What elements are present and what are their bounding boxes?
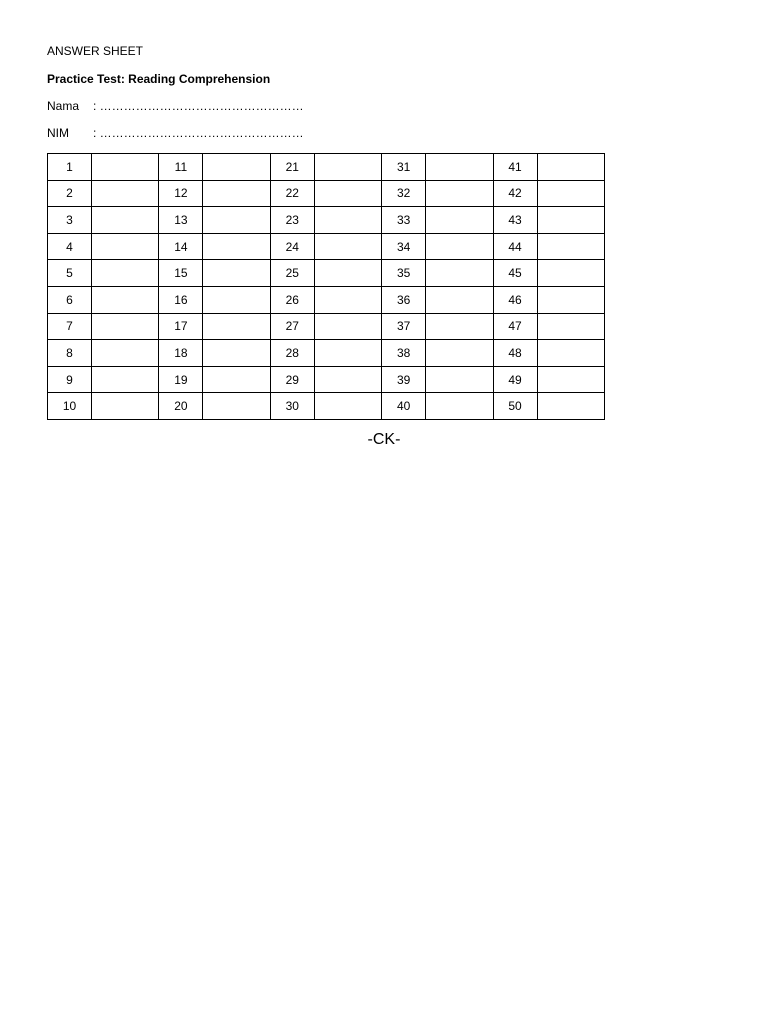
answer-cell[interactable] bbox=[92, 260, 159, 287]
question-number-cell: 35 bbox=[382, 260, 426, 287]
answer-cell[interactable] bbox=[314, 286, 381, 313]
nim-label: NIM bbox=[47, 126, 69, 140]
question-number-cell: 34 bbox=[382, 233, 426, 260]
question-number-cell: 21 bbox=[270, 154, 314, 181]
question-number-cell: 12 bbox=[159, 180, 203, 207]
answer-cell[interactable] bbox=[426, 154, 493, 181]
question-number-cell: 9 bbox=[48, 366, 92, 393]
question-number-cell: 8 bbox=[48, 340, 92, 367]
answer-cell[interactable] bbox=[314, 154, 381, 181]
question-number-cell: 44 bbox=[493, 233, 537, 260]
answer-cell[interactable] bbox=[203, 233, 270, 260]
nim-field-row bbox=[47, 126, 304, 141]
answer-cell[interactable] bbox=[203, 286, 270, 313]
answer-cell[interactable] bbox=[92, 393, 159, 420]
question-number-cell: 23 bbox=[270, 207, 314, 234]
answer-cell[interactable] bbox=[537, 340, 604, 367]
question-number-cell: 3 bbox=[48, 207, 92, 234]
table-row bbox=[48, 286, 605, 313]
question-number-cell: 42 bbox=[493, 180, 537, 207]
answer-cell[interactable] bbox=[537, 180, 604, 207]
answer-cell[interactable] bbox=[537, 207, 604, 234]
answer-cell[interactable] bbox=[203, 366, 270, 393]
question-number-cell: 33 bbox=[382, 207, 426, 234]
question-number-cell: 36 bbox=[382, 286, 426, 313]
answer-cell[interactable] bbox=[314, 180, 381, 207]
question-number-cell: 13 bbox=[159, 207, 203, 234]
question-number-cell: 50 bbox=[493, 393, 537, 420]
question-number-cell: 20 bbox=[159, 393, 203, 420]
answer-cell[interactable] bbox=[203, 340, 270, 367]
question-number-cell: 30 bbox=[270, 393, 314, 420]
answer-cell[interactable] bbox=[203, 393, 270, 420]
question-number-cell: 43 bbox=[493, 207, 537, 234]
question-number-cell: 31 bbox=[382, 154, 426, 181]
question-number-cell: 7 bbox=[48, 313, 92, 340]
table-row bbox=[48, 366, 605, 393]
footer-mark: -CK- bbox=[367, 431, 401, 448]
question-number-cell: 32 bbox=[382, 180, 426, 207]
table-row bbox=[48, 313, 605, 340]
table-row bbox=[48, 393, 605, 420]
document-heading: ANSWER SHEET bbox=[47, 44, 144, 58]
table-row bbox=[48, 340, 605, 367]
answer-cell[interactable] bbox=[537, 366, 604, 393]
nama-field-row bbox=[47, 99, 304, 114]
answer-table bbox=[47, 153, 605, 420]
answer-cell[interactable] bbox=[314, 313, 381, 340]
question-number-cell: 40 bbox=[382, 393, 426, 420]
document-subtitle: Practice Test: Reading Comprehension bbox=[47, 72, 271, 86]
question-number-cell: 18 bbox=[159, 340, 203, 367]
answer-cell[interactable] bbox=[203, 207, 270, 234]
answer-cell[interactable] bbox=[426, 393, 493, 420]
question-number-cell: 46 bbox=[493, 286, 537, 313]
answer-cell[interactable] bbox=[203, 180, 270, 207]
question-number-cell: 27 bbox=[270, 313, 314, 340]
answer-cell[interactable] bbox=[92, 154, 159, 181]
answer-cell[interactable] bbox=[314, 207, 381, 234]
answer-cell[interactable] bbox=[203, 313, 270, 340]
answer-cell[interactable] bbox=[426, 366, 493, 393]
answer-cell[interactable] bbox=[537, 260, 604, 287]
question-number-cell: 1 bbox=[48, 154, 92, 181]
answer-cell[interactable] bbox=[537, 154, 604, 181]
answer-cell[interactable] bbox=[92, 180, 159, 207]
nama-blank-line: : …………………………………………… bbox=[93, 99, 304, 113]
table-row bbox=[48, 260, 605, 287]
question-number-cell: 15 bbox=[159, 260, 203, 287]
table-row bbox=[48, 233, 605, 260]
answer-cell[interactable] bbox=[92, 340, 159, 367]
answer-cell[interactable] bbox=[426, 286, 493, 313]
answer-table-body bbox=[48, 154, 605, 420]
answer-cell[interactable] bbox=[537, 313, 604, 340]
answer-cell[interactable] bbox=[537, 393, 604, 420]
question-number-cell: 10 bbox=[48, 393, 92, 420]
answer-cell[interactable] bbox=[314, 340, 381, 367]
answer-cell[interactable] bbox=[426, 313, 493, 340]
question-number-cell: 16 bbox=[159, 286, 203, 313]
answer-cell[interactable] bbox=[203, 154, 270, 181]
question-number-cell: 14 bbox=[159, 233, 203, 260]
question-number-cell: 38 bbox=[382, 340, 426, 367]
question-number-cell: 29 bbox=[270, 366, 314, 393]
answer-cell[interactable] bbox=[92, 207, 159, 234]
table-row bbox=[48, 180, 605, 207]
question-number-cell: 2 bbox=[48, 180, 92, 207]
question-number-cell: 11 bbox=[159, 154, 203, 181]
question-number-cell: 37 bbox=[382, 313, 426, 340]
answer-cell[interactable] bbox=[203, 260, 270, 287]
answer-cell[interactable] bbox=[426, 260, 493, 287]
answer-cell[interactable] bbox=[426, 340, 493, 367]
answer-cell[interactable] bbox=[314, 393, 381, 420]
question-number-cell: 39 bbox=[382, 366, 426, 393]
answer-cell[interactable] bbox=[314, 233, 381, 260]
answer-cell[interactable] bbox=[92, 313, 159, 340]
answer-cell[interactable] bbox=[314, 260, 381, 287]
question-number-cell: 25 bbox=[270, 260, 314, 287]
table-row bbox=[48, 207, 605, 234]
question-number-cell: 47 bbox=[493, 313, 537, 340]
question-number-cell: 4 bbox=[48, 233, 92, 260]
answer-cell[interactable] bbox=[426, 207, 493, 234]
answer-cell[interactable] bbox=[426, 233, 493, 260]
question-number-cell: 5 bbox=[48, 260, 92, 287]
nim-blank-line: : …………………………………………… bbox=[93, 126, 304, 140]
question-number-cell: 48 bbox=[493, 340, 537, 367]
answer-cell[interactable] bbox=[92, 366, 159, 393]
question-number-cell: 22 bbox=[270, 180, 314, 207]
question-number-cell: 45 bbox=[493, 260, 537, 287]
answer-cell[interactable] bbox=[314, 366, 381, 393]
question-number-cell: 26 bbox=[270, 286, 314, 313]
answer-cell[interactable] bbox=[92, 286, 159, 313]
question-number-cell: 19 bbox=[159, 366, 203, 393]
question-number-cell: 41 bbox=[493, 154, 537, 181]
question-number-cell: 49 bbox=[493, 366, 537, 393]
nama-label: Nama bbox=[47, 99, 80, 113]
table-row bbox=[48, 154, 605, 181]
question-number-cell: 17 bbox=[159, 313, 203, 340]
question-number-cell: 28 bbox=[270, 340, 314, 367]
answer-cell[interactable] bbox=[426, 180, 493, 207]
question-number-cell: 24 bbox=[270, 233, 314, 260]
question-number-cell: 6 bbox=[48, 286, 92, 313]
answer-cell[interactable] bbox=[92, 233, 159, 260]
answer-cell[interactable] bbox=[537, 286, 604, 313]
answer-cell[interactable] bbox=[537, 233, 604, 260]
